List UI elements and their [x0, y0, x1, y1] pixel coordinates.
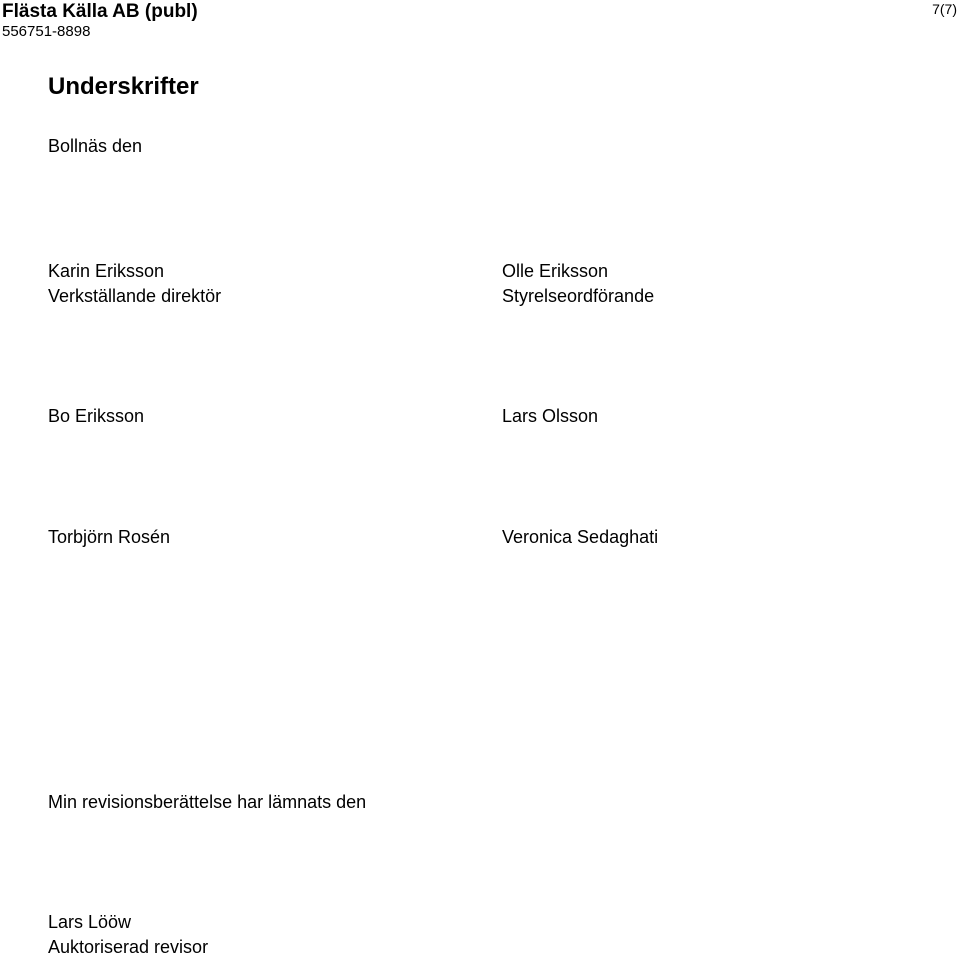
section-title: Underskrifter: [48, 73, 199, 100]
auditor-title: Auktoriserad revisor: [48, 937, 209, 957]
signatory-title: Styrelseordförande: [502, 286, 655, 306]
signatory-title: Verkställande direktör: [48, 286, 222, 306]
signatory-name: Veronica Sedaghati: [502, 527, 659, 547]
org-number: 556751-8898: [2, 23, 91, 40]
page-number: 7(7): [932, 1, 957, 17]
signatory-name: Olle Eriksson: [502, 261, 609, 281]
signatory-name: Bo Eriksson: [48, 406, 145, 426]
auditor-name: Lars Lööw: [48, 912, 132, 932]
signature-block: [48, 525, 170, 550]
signature-block: [48, 404, 144, 429]
signature-block: [48, 259, 221, 309]
place-date-line: Bollnäs den: [48, 136, 143, 156]
signature-block: [502, 404, 598, 429]
auditor-signature-block: [48, 910, 208, 960]
company-name: Flästa Källa AB (publ): [2, 1, 198, 22]
signatory-name: Karin Eriksson: [48, 261, 165, 281]
audit-statement: Min revisionsberättelse har lämnats den: [48, 792, 367, 812]
signatory-name: Lars Olsson: [502, 406, 599, 426]
signatory-name: Torbjörn Rosén: [48, 527, 171, 547]
signature-block: [502, 259, 654, 309]
signature-block: [502, 525, 658, 550]
